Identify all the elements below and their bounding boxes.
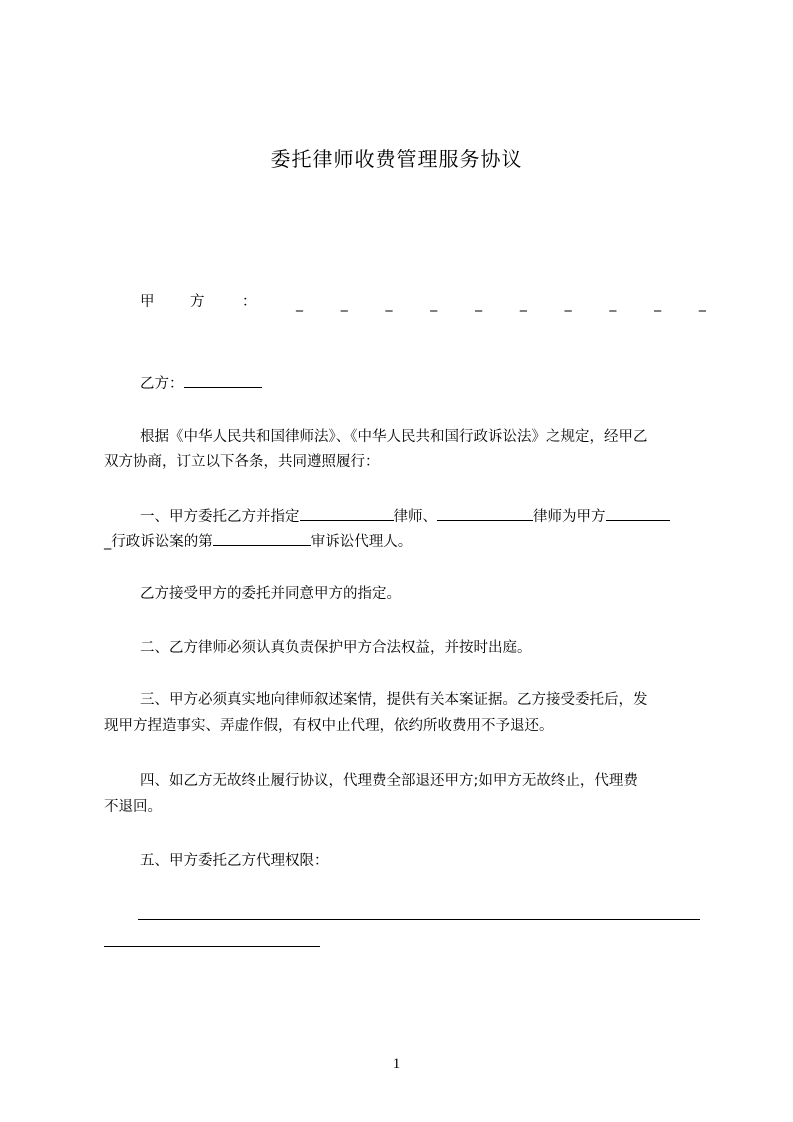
blank-dash: _ — [609, 296, 617, 312]
authority-blank-line-1 — [138, 919, 700, 920]
clause-4-line-1: 四、如乙方无故终止履行协议，代理费全部退还甲方;如甲方无故终止，代理费 — [140, 773, 638, 789]
party-a-blank — [296, 296, 706, 312]
clause-4-line-2: 不退回。 — [104, 799, 162, 815]
blank-dash: _ — [340, 296, 348, 312]
blank-dash: _ — [296, 296, 303, 312]
clause-1-text-a: 一、甲方委托乙方并指定 — [140, 509, 300, 525]
party-a-char2: 方 — [190, 294, 205, 310]
clause-2: 二、乙方律师必须认真负责保护甲方合法权益，并按时出庭。 — [140, 640, 532, 656]
blank-dash: _ — [519, 296, 527, 312]
party-a-char1: 甲 — [140, 294, 155, 310]
blank-dash: _ — [385, 296, 393, 312]
party-b-label: 乙方： — [140, 376, 184, 392]
document-title: 委托律师收费管理服务协议 — [270, 147, 523, 171]
clause-1-text-d: _行政诉讼案的第 — [104, 534, 213, 550]
intro-line-1: 根据《中华人民共和国律师法》、《中华人民共和国行政诉讼法》之规定，经甲乙 — [140, 429, 648, 445]
party-b-blank — [184, 372, 262, 388]
clause-1-text-c: 律师为甲方 — [533, 509, 606, 525]
clause-1-text-e: 审诉讼代理人。 — [310, 534, 413, 550]
blank-dash: _ — [698, 296, 706, 312]
clause-1-line-2 — [104, 530, 412, 552]
instance-blank — [213, 530, 311, 546]
blank-dash: _ — [430, 296, 438, 312]
party-b-line — [140, 372, 262, 394]
clause-3-line-1: 三、甲方必须真实地向律师叙述案情，提供有关本案证据。乙方接受委托后，发 — [140, 692, 648, 708]
page-number: 1 — [392, 1056, 401, 1072]
clause-1-line-1 — [140, 505, 670, 527]
blank-dash: _ — [654, 296, 662, 312]
clause-5: 五、甲方委托乙方代理权限： — [140, 853, 329, 869]
case-name-blank — [606, 505, 670, 521]
clause-3-line-2: 现甲方捏造事实、弄虚作假，有权中止代理，依约所收费用不予退还。 — [104, 718, 554, 734]
lawyer-2-blank — [437, 505, 533, 521]
blank-dash: _ — [475, 296, 483, 312]
clause-1-accept: 乙方接受甲方的委托并同意甲方的指定。 — [140, 586, 401, 602]
lawyer-1-blank — [300, 505, 394, 521]
party-a-colon: ： — [242, 294, 257, 310]
blank-dash: _ — [564, 296, 572, 312]
intro-line-2: 双方协商，订立以下各条，共同遵照履行： — [104, 454, 380, 470]
clause-1-text-b: 律师、 — [393, 509, 437, 525]
authority-blank-line-2 — [104, 946, 320, 947]
